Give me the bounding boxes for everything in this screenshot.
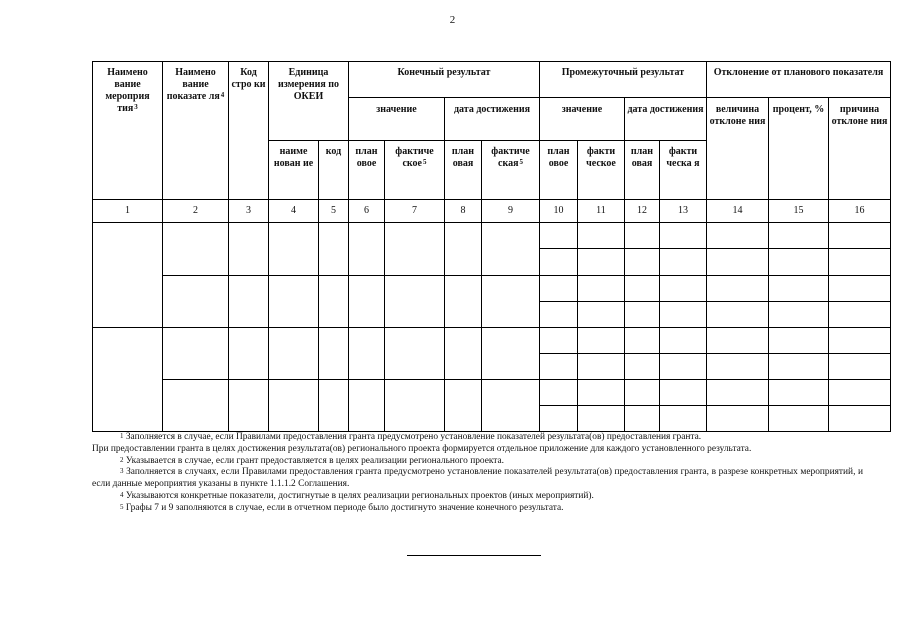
table-cell	[445, 380, 482, 432]
header-interim-result: Промежуточный результат	[540, 62, 707, 98]
table-cell	[540, 276, 578, 302]
table-cell	[349, 276, 385, 328]
column-number: 7	[385, 200, 445, 223]
header-final-value-planned: план овое	[349, 141, 385, 200]
header-deviation-reason: причина отклоне ния	[829, 98, 891, 200]
table-cell	[769, 223, 829, 249]
column-number: 14	[707, 200, 769, 223]
table-cell	[707, 328, 769, 354]
report-table	[92, 61, 891, 432]
table-row	[93, 276, 891, 302]
table-cell	[707, 302, 769, 328]
table-row	[93, 223, 891, 249]
header-unit-code: код	[319, 141, 349, 200]
table-cell	[385, 223, 445, 276]
table-cell	[578, 302, 625, 328]
column-number: 2	[163, 200, 229, 223]
table-cell	[769, 276, 829, 302]
column-number: 5	[319, 200, 349, 223]
footnote-1-continued: При предоставлении гранта в целях достижения результата(ов) регионального проекта формируется отдельное приложение для каждого установленного результата.	[92, 443, 752, 454]
table-cell	[540, 302, 578, 328]
table-cell	[578, 223, 625, 249]
header-final-date: дата достижения	[445, 98, 540, 141]
column-number: 3	[229, 200, 269, 223]
table-cell	[707, 354, 769, 380]
table-cell	[829, 302, 891, 328]
table-cell-event	[93, 223, 163, 328]
header-deviation: Отклонение от планового показателя	[707, 62, 891, 98]
column-number: 16	[829, 200, 891, 223]
table-cell	[625, 354, 660, 380]
table-cell	[229, 328, 269, 380]
footnotes	[92, 432, 863, 515]
table-cell	[660, 302, 707, 328]
table-cell	[625, 302, 660, 328]
header-final-result: Конечный результат	[349, 62, 540, 98]
table-cell	[707, 249, 769, 276]
footnote-2: $^2$ Указывается в случае, если грант предоставляется в целях реализации регионального проекта.	[120, 455, 505, 466]
table-cell	[385, 276, 445, 328]
table-cell	[482, 276, 540, 328]
table-cell	[769, 328, 829, 354]
column-number-row	[93, 200, 891, 223]
column-number: 1	[93, 200, 163, 223]
table-cell	[660, 276, 707, 302]
table-cell	[540, 380, 578, 406]
table-cell	[319, 380, 349, 432]
table-cell	[540, 328, 578, 354]
header-final-value: значение	[349, 98, 445, 141]
page-number: 2	[449, 14, 456, 26]
table-cell	[625, 223, 660, 249]
table-cell-event	[93, 328, 163, 432]
table-cell	[625, 406, 660, 432]
column-number: 10	[540, 200, 578, 223]
table-cell	[660, 249, 707, 276]
table-cell	[660, 406, 707, 432]
table-cell	[482, 380, 540, 432]
table-cell	[829, 354, 891, 380]
table-cell	[578, 354, 625, 380]
table-cell	[349, 223, 385, 276]
column-number: 12	[625, 200, 660, 223]
table-cell	[829, 380, 891, 406]
table-cell	[540, 249, 578, 276]
table-cell	[578, 249, 625, 276]
table-cell	[578, 380, 625, 406]
header-event-name: Наимено вание мероприя тия$^3$	[93, 62, 163, 200]
table-cell	[625, 328, 660, 354]
table-cell	[385, 380, 445, 432]
table-cell	[769, 302, 829, 328]
table-cell	[540, 354, 578, 380]
table-cell	[660, 328, 707, 354]
table-cell	[319, 223, 349, 276]
header-deviation-value: величина отклоне ния	[707, 98, 769, 200]
header-row-code: Код стро ки	[229, 62, 269, 200]
column-number: 11	[578, 200, 625, 223]
column-number: 6	[349, 200, 385, 223]
table-cell	[269, 380, 319, 432]
table-cell	[769, 249, 829, 276]
table-cell	[229, 276, 269, 328]
header-unit-okei: Единица измерения по ОКЕИ	[269, 62, 349, 141]
table-cell	[229, 223, 269, 276]
table-cell	[540, 406, 578, 432]
table-cell	[829, 328, 891, 354]
table-cell	[578, 406, 625, 432]
table-cell-indicator	[163, 276, 229, 328]
header-interim-value-actual: факти ческое	[578, 141, 625, 200]
table-cell	[707, 276, 769, 302]
table-cell	[349, 380, 385, 432]
header-interim-date-planned: план овая	[625, 141, 660, 200]
table-cell	[269, 328, 319, 380]
table-cell	[445, 223, 482, 276]
table-cell	[829, 406, 891, 432]
table-cell	[540, 223, 578, 249]
table-cell	[660, 380, 707, 406]
end-divider	[407, 555, 541, 556]
header-interim-value: значение	[540, 98, 625, 141]
header-deviation-percent: процент, %	[769, 98, 829, 200]
footnote-5: $^5$ Графы 7 и 9 заполняются в случае, если в отчетном периоде было достигнуто значение конечного результата.	[120, 502, 564, 513]
table-cell	[769, 354, 829, 380]
header-interim-date-actual: факти ческа я	[660, 141, 707, 200]
footnote-4: $^4$ Указываются конкретные показатели, достигнутые в целях реализации региональных проектов (иных мероприятий).	[120, 490, 594, 501]
table-cell	[769, 406, 829, 432]
table-cell	[707, 223, 769, 249]
table-cell	[482, 328, 540, 380]
header-interim-date: дата достижения	[625, 98, 707, 141]
table-cell	[707, 380, 769, 406]
header-indicator-name: Наимено вание показате $ля^4$	[163, 62, 229, 200]
table-cell	[269, 223, 319, 276]
table-cell	[319, 328, 349, 380]
table-cell	[707, 406, 769, 432]
table-cell	[625, 276, 660, 302]
header-interim-value-planned: план овое	[540, 141, 578, 200]
table-cell	[660, 223, 707, 249]
table-cell	[625, 380, 660, 406]
column-number: 13	[660, 200, 707, 223]
table-cell-indicator	[163, 223, 229, 276]
table-cell	[769, 380, 829, 406]
header-final-date-planned: план овая	[445, 141, 482, 200]
header-unit-name: наиме нован ие	[269, 141, 319, 200]
column-number: 4	[269, 200, 319, 223]
table-cell	[660, 354, 707, 380]
table-row	[93, 380, 891, 406]
table-row	[93, 328, 891, 354]
table-cell	[578, 276, 625, 302]
table-cell-indicator	[163, 380, 229, 432]
column-number: 15	[769, 200, 829, 223]
table-cell	[829, 249, 891, 276]
table-cell	[829, 276, 891, 302]
table-cell	[269, 276, 319, 328]
table-cell	[578, 328, 625, 354]
table-cell-indicator	[163, 328, 229, 380]
table-cell	[319, 276, 349, 328]
table-cell	[349, 328, 385, 380]
column-number: 8	[445, 200, 482, 223]
table-cell	[625, 249, 660, 276]
table-cell	[229, 380, 269, 432]
table-cell	[445, 328, 482, 380]
table-cell	[385, 328, 445, 380]
column-number: 9	[482, 200, 540, 223]
header-final-value-actual: фактиче ское$^5$	[385, 141, 445, 200]
footnote-1: $^1$ Заполняется в случае, если Правилами предоставления гранта предусмотрено установление показателей результата(ов) предоставления гранта.	[120, 432, 702, 442]
table-cell	[445, 276, 482, 328]
footnote-3: $^3$ Заполняется в случаях, если Правилами предоставления гранта предусмотрено установление показателей результата(ов) предоставления гранта, в разрезе конкретных мероприятий, и если данные мероприятия указаны в пункте 1.1.1.2 Соглашения.	[92, 467, 864, 490]
table-cell	[829, 223, 891, 249]
header-final-date-actual: фактиче ская$^5$	[482, 141, 540, 200]
table-cell	[482, 223, 540, 276]
